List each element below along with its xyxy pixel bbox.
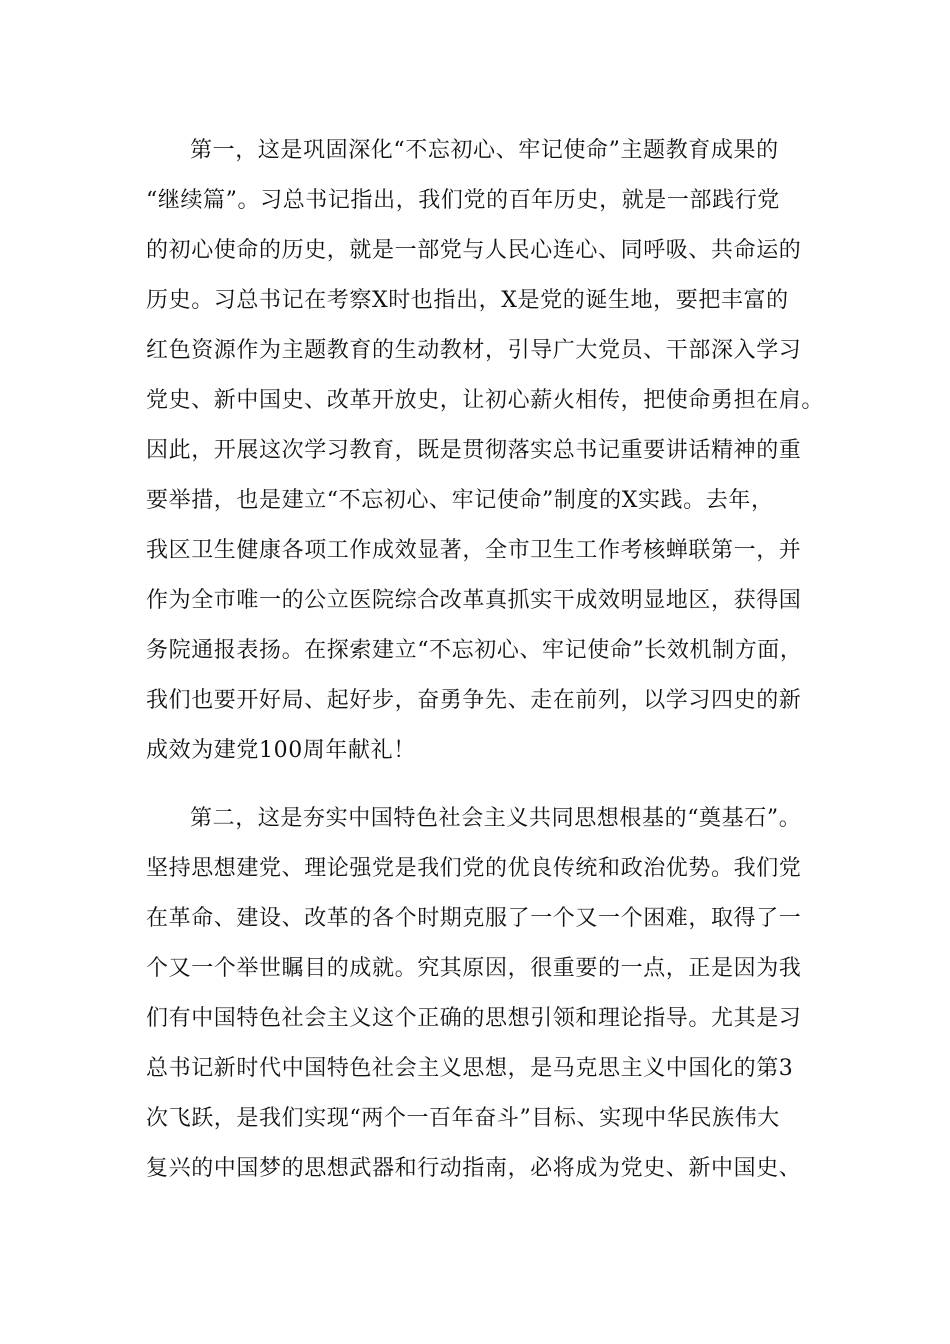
paragraph-line: 第一，这是巩固深化“不忘初心、牢记使命”主题教育成果的 (190, 138, 779, 163)
paragraph-line: 因此，开展这次学习教育，既是贯彻落实总书记重要讲话精神的重 (146, 438, 802, 463)
paragraph-line: 总书记新时代中国特色社会主义思想，是马克思主义中国化的第3 (146, 1056, 794, 1081)
paragraph-line: “继续篇”。习总书记指出，我们党的百年历史，就是一部践行党 (146, 188, 780, 213)
paragraph-line: 我们也要开好局、起好步，奋勇争先、走在前列，以学习四史的新 (146, 688, 802, 713)
paragraph-line: 坚持思想建党、理论强党是我们党的优良传统和政治优势。我们党 (146, 856, 802, 881)
paragraph-line: 要举措，也是建立“不忘初心、牢记使命”制度的X实践。去年， (146, 488, 774, 513)
paragraph-line: 的初心使命的历史，就是一部党与人民心连心、同呼吸、共命运的 (146, 238, 802, 263)
paragraph-line: 成效为建党100周年献礼！ (146, 738, 416, 763)
paragraph-line: 党史、新中国史、改革开放史，让初心薪火相传，把使命勇担在肩。 (146, 388, 825, 413)
paragraph-line: 次飞跃，是我们实现“两个一百年奋斗”目标、实现中华民族伟大 (146, 1106, 780, 1131)
paragraph-line: 们有中国特色社会主义这个正确的思想引领和理论指导。尤其是习 (146, 1006, 802, 1031)
paragraph-line: 红色资源作为主题教育的生动教材，引导广大党员、干部深入学习 (146, 338, 802, 363)
paragraph-line: 复兴的中国梦的思想武器和行动指南，必将成为党史、新中国史、 (146, 1156, 802, 1181)
paragraph-line: 个又一个举世瞩目的成就。究其原因，很重要的一点，正是因为我 (146, 956, 802, 981)
paragraph-line: 作为全市唯一的公立医院综合改革真抓实干成效明显地区，获得国 (146, 588, 802, 613)
paragraph-line: 历史。习总书记在考察X时也指出，X是党的诞生地，要把丰富的 (146, 288, 789, 313)
paragraph-line: 在革命、建设、改革的各个时期克服了一个又一个困难，取得了一 (146, 906, 802, 931)
paragraph-line: 务院通报表扬。在探索建立“不忘初心、牢记使命”长效机制方面， (146, 638, 803, 663)
paragraph-line: 第二，这是夯实中国特色社会主义共同思想根基的“奠基石”。 (190, 806, 802, 831)
paragraph-line: 我区卫生健康各项工作成效显著，全市卫生工作考核蝉联第一，并 (146, 538, 802, 563)
